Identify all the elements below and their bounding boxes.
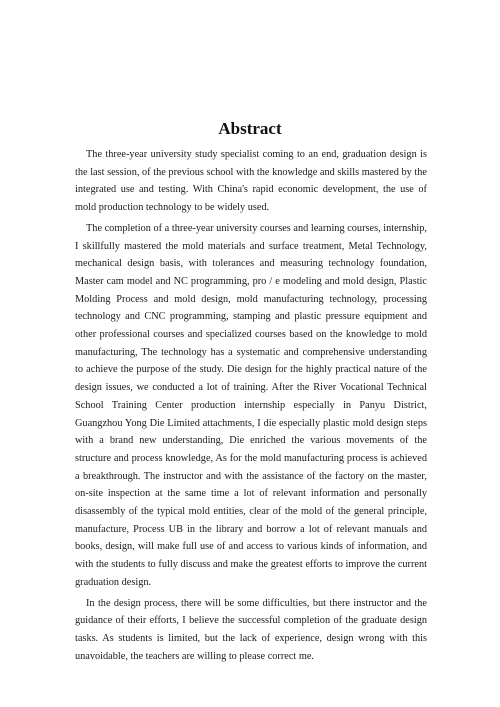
abstract-paragraph-2: The completion of a three-year university courses and learning courses, internship, I skillfully mastered the mold materials and surface treatment, Metal Technology, mechanical design basis, with tolerances and measuring technology foundation, Master cam model and NC programming, pro / e modeling and mold design, Plastic Molding Process and mold design, mold manufacturing technology, processing technology and CNC programming, stamping and plastic pressure equipment and other professional courses and specialized courses based on the knowledge to mold manufacturing, The technology has a systematic and comprehensive understanding to achieve the purpose of the study. Die design for the highly practical nature of the design issues, we conducted a lot of training. After the River Vocational Technical School Training Center production internship especially in Panyu District, Guangzhou Yong Die Limited attachments, I die especially plastic mold design steps with a brand new understanding, Die enriched the various movements of the structure and process knowledge, As for the mold manufacturing process is achieved a breakthrough. The instructor and with the assistance of the factory on the master, on-site inspection at the same time a lot of relevant information and personally disassembly of the typical mold entities, clear of the mold of the general principle, manufacture, Process UB in the library and borrow a lot of relevant manuals and books, design, will make full use of and access to various kinds of information, and with the students to fully discuss and make the greatest efforts to improve the current graduation design. bbox=[75, 222, 427, 588]
abstract-paragraph-3: In the design process, there will be some difficulties, but there instructor and the guidance of their efforts, I believe the successful completion of the graduate design tasks. As students is limited, but the lack of experience, design wrong with this unavoidable, the teachers are willing to please correct me. bbox=[75, 597, 427, 662]
abstract-body bbox=[75, 146, 427, 668]
abstract-paragraph-1: The three-year university study specialist coming to an end, graduation design is the last session, of the previous school with the knowledge and skills mastered by the integrated use and testing. With China's rapid economic development, the use of mold production technology to be widely used. bbox=[75, 149, 427, 214]
page-title: Abstract bbox=[218, 119, 282, 138]
